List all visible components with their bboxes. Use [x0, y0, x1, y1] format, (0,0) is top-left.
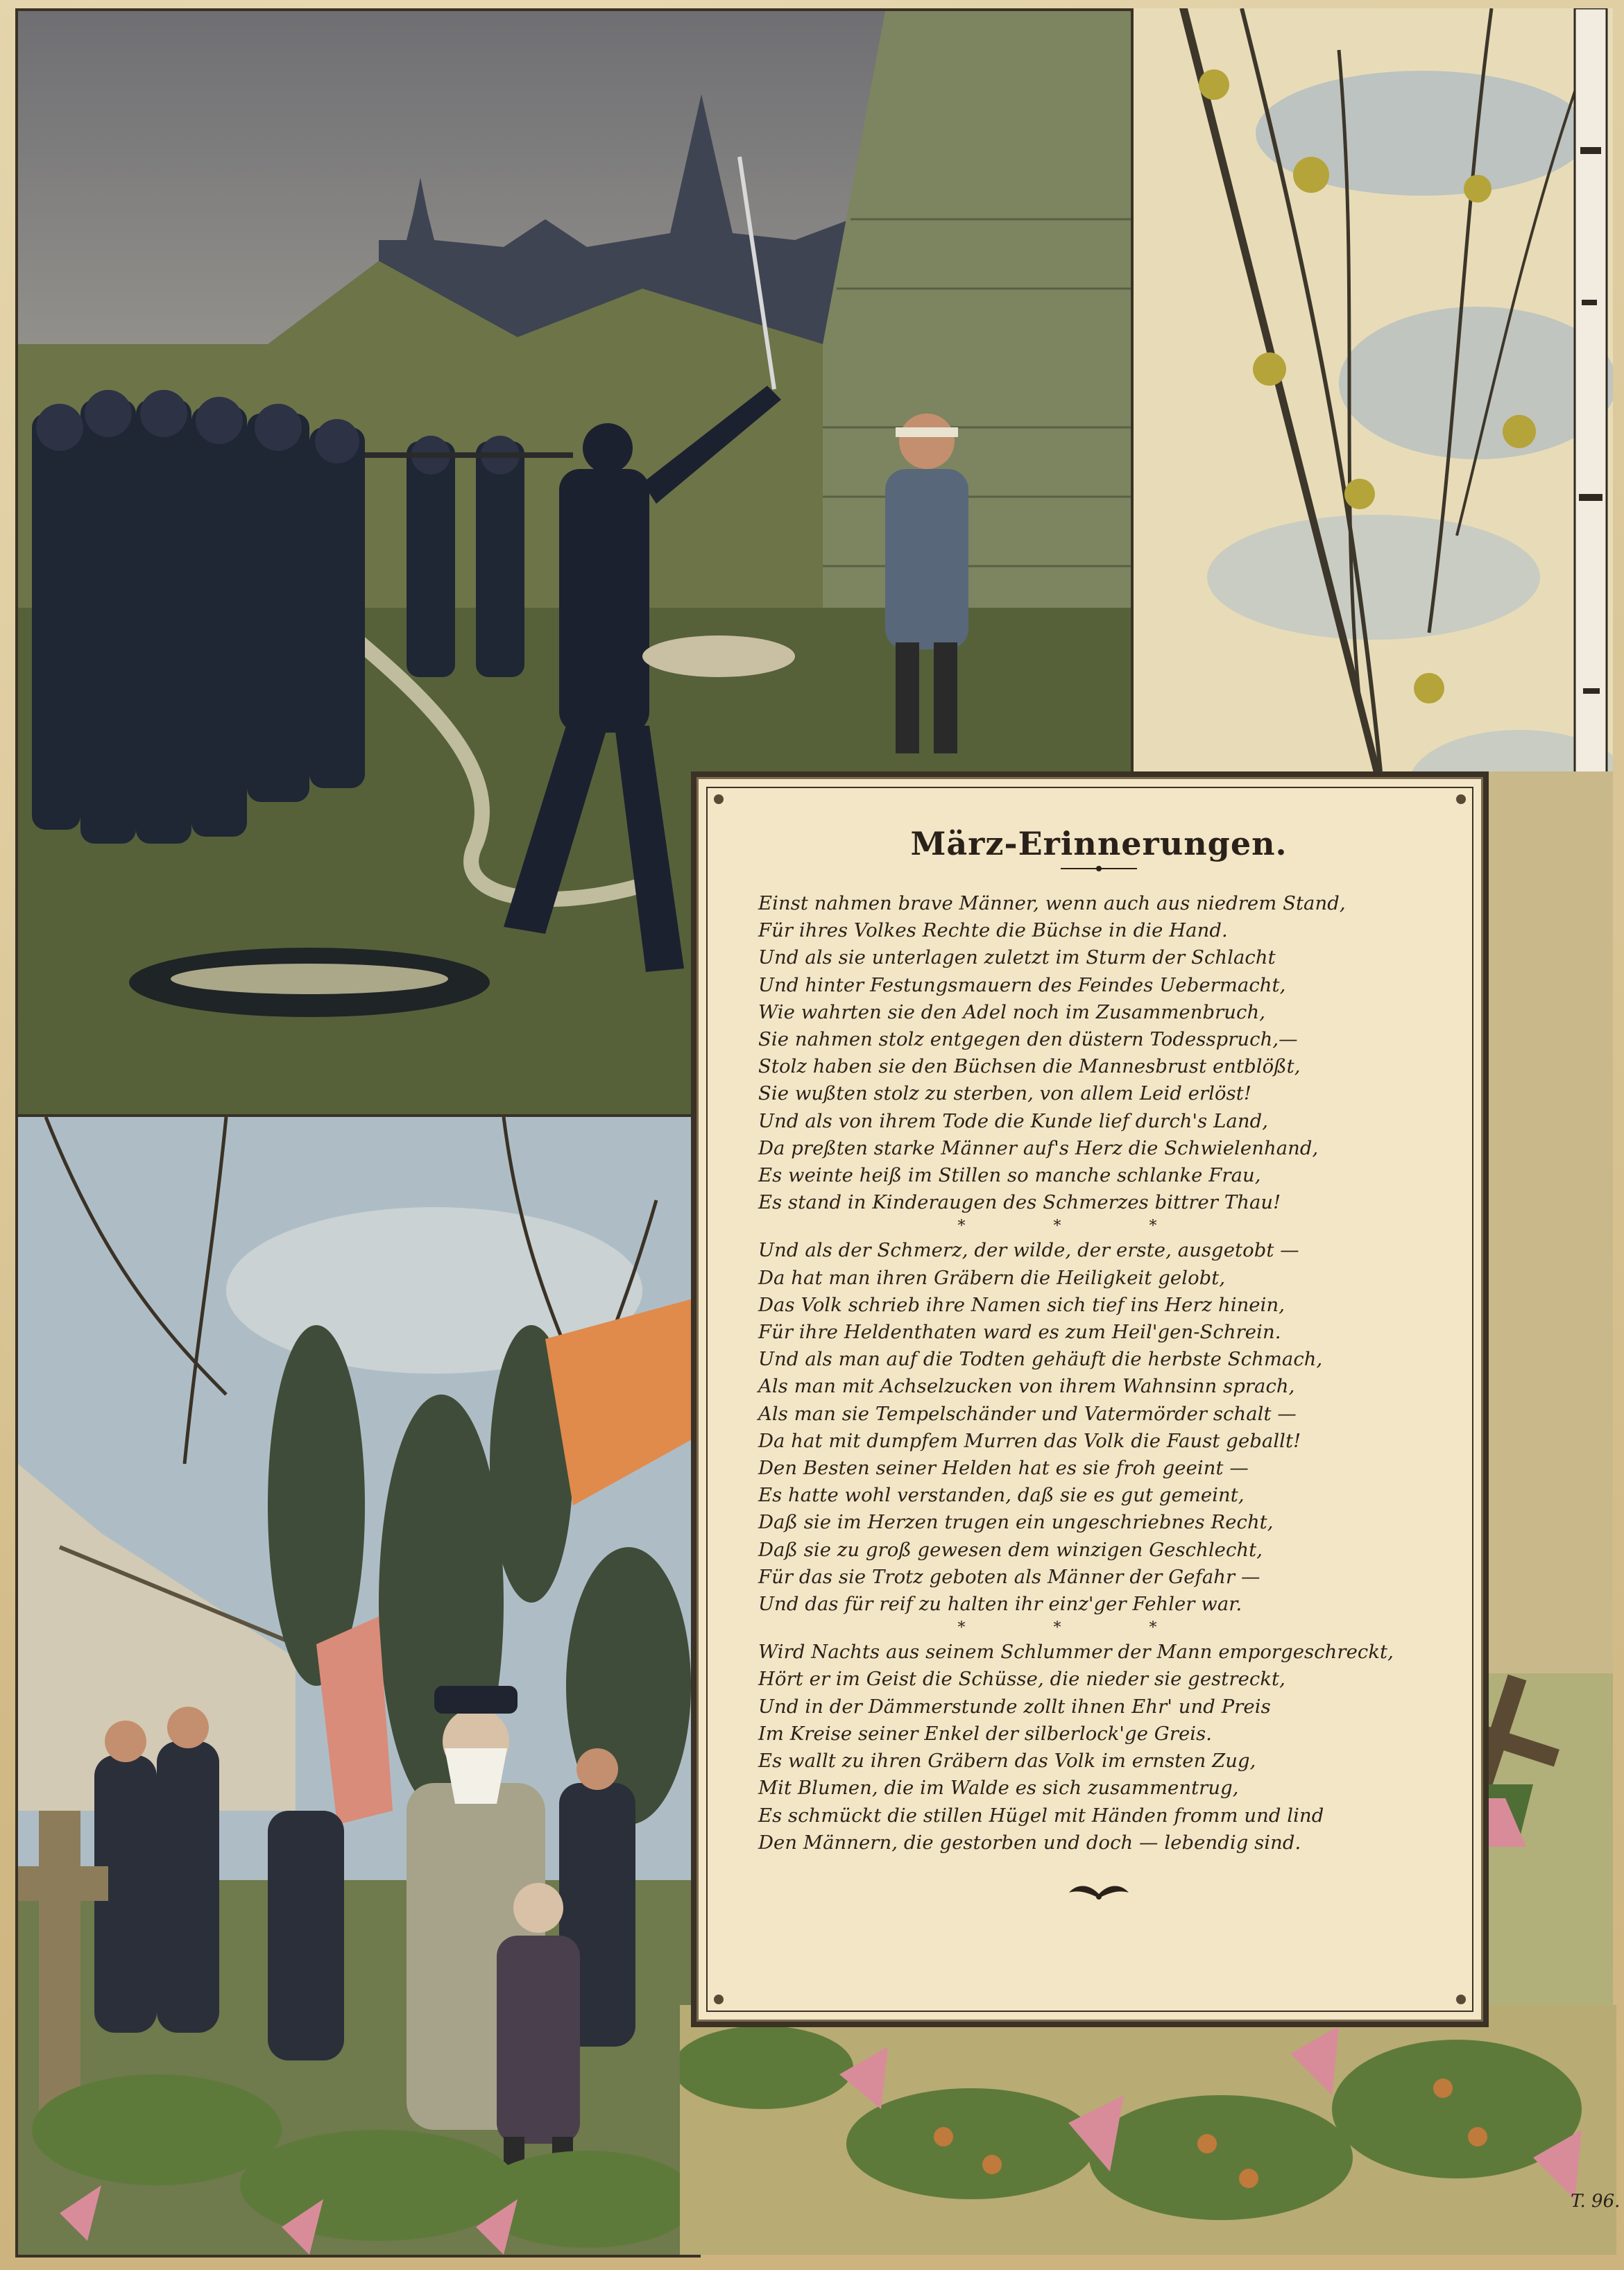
poem-line: Und als von ihrem Tode die Kunde lief durch's Land, [758, 1110, 1269, 1132]
poem-line: Es stand in Kinderaugen des Schmerzes bittrer Thau! [758, 1192, 1281, 1214]
poem-line: Sie nahmen stolz entgegen den düstern Todesspruch,— [758, 1029, 1298, 1051]
poem-line: Und als der Schmerz, der wilde, der erste, ausgetobt — [758, 1240, 1299, 1262]
poem-line: Und als sie unterlagen zuletzt im Sturm der Schlacht [758, 947, 1276, 969]
poem-line: Stolz haben sie den Büchsen die Mannesbrust entblößt, [758, 1056, 1301, 1078]
poem-line: Im Kreise seiner Enkel der silberlock'ge Greis. [758, 1723, 1213, 1745]
stanza-separator: * * * [957, 1218, 1199, 1236]
poem-line: Und hinter Festungsmauern des Feindes Uebermacht, [758, 974, 1286, 996]
poem-line: Den Besten seiner Helden hat es sie froh geeint — [758, 1458, 1249, 1480]
graveside-memorial-illustration [15, 1114, 701, 2258]
poem-line: Für ihres Volkes Rechte die Büchse in die Hand. [758, 920, 1228, 942]
poem-line: Für ihre Heldenthaten ward es zum Heil'gen-Schrein. [758, 1322, 1281, 1344]
poem-line: Das Volk schrieb ihre Namen sich tief ins Herz hinein, [758, 1294, 1285, 1316]
poem-panel [696, 777, 1483, 2022]
poem-line: Da preßten starke Männer auf's Herz die Schwielenhand, [758, 1137, 1319, 1159]
poem-title: März-Erinnerungen. [910, 825, 1288, 862]
poem-line: Als man mit Achselzucken von ihrem Wahnsinn sprach, [758, 1376, 1295, 1398]
poem-line: Einst nahmen brave Männer, wenn auch aus niedrem Stand, [758, 893, 1346, 914]
poem-line: Und in der Dämmerstunde zollt ihnen Ehr' und Preis [758, 1696, 1271, 1718]
poem-frame [691, 771, 1489, 2027]
poem-line: Daß sie im Herzen trugen ein ungeschriebnes Recht, [758, 1512, 1274, 1534]
poem-line: Daß sie zu groß gewesen dem winzigen Geschlecht, [758, 1539, 1263, 1561]
poem-line: Als man sie Tempelschänder und Vatermörder schalt — [758, 1403, 1297, 1425]
poem-line: Mit Blumen, die im Walde es sich zusammentrug, [758, 1777, 1239, 1800]
corner-ornament [1456, 1995, 1466, 2004]
title-rule-ornament [1061, 864, 1137, 873]
poem-line: Für das sie Trotz geboten als Männer der Gefahr — [758, 1566, 1260, 1588]
poem-line: Da hat mit dumpfem Murren das Volk die Faust geballt! [758, 1430, 1301, 1452]
poem-line: Wird Nachts aus seinem Schlummer der Mann emporgeschreckt, [758, 1641, 1394, 1664]
poem-line: Es wallt zu ihren Gräbern das Volk im ernsten Zug, [758, 1750, 1256, 1773]
poem-line: Und als man auf die Todten gehäuft die herbste Schmach, [758, 1349, 1323, 1371]
stanza-1 [758, 890, 1439, 1216]
poem-line: Hört er im Geist die Schüsse, die nieder sie gestreckt, [758, 1669, 1285, 1691]
poem-line: Es hatte wohl verstanden, daß sie es gut gemeint, [758, 1485, 1245, 1507]
poem-line: Sie wußten stolz zu sterben, von allem Leid erlöst! [758, 1083, 1251, 1105]
wreath-garland-decoration [680, 2005, 1616, 2255]
winged-ornament-icon [1068, 1880, 1130, 1904]
poem-line: Es weinte heiß im Stillen so manche schlanke Frau, [758, 1165, 1261, 1187]
artist-signature: T. 96. [1571, 2191, 1621, 2212]
poem-line: Es schmückt die stillen Hügel mit Händen fromm und lind [758, 1804, 1324, 1827]
stanza-3 [758, 1639, 1439, 1857]
poem-line: Den Männern, die gestorben und doch — lebendig sind. [758, 1832, 1301, 1854]
stanza-separator: * * * [957, 1619, 1199, 1637]
poem-line: Und das für reif zu halten ihr einz'ger Fehler war. [758, 1594, 1242, 1616]
poem-line: Wie wahrten sie den Adel noch im Zusammenbruch, [758, 1001, 1266, 1023]
stanza-2 [758, 1237, 1439, 1618]
corner-ornament [714, 1995, 724, 2004]
poem-line: Da hat man ihren Gräbern die Heiligkeit gelobt, [758, 1267, 1226, 1289]
